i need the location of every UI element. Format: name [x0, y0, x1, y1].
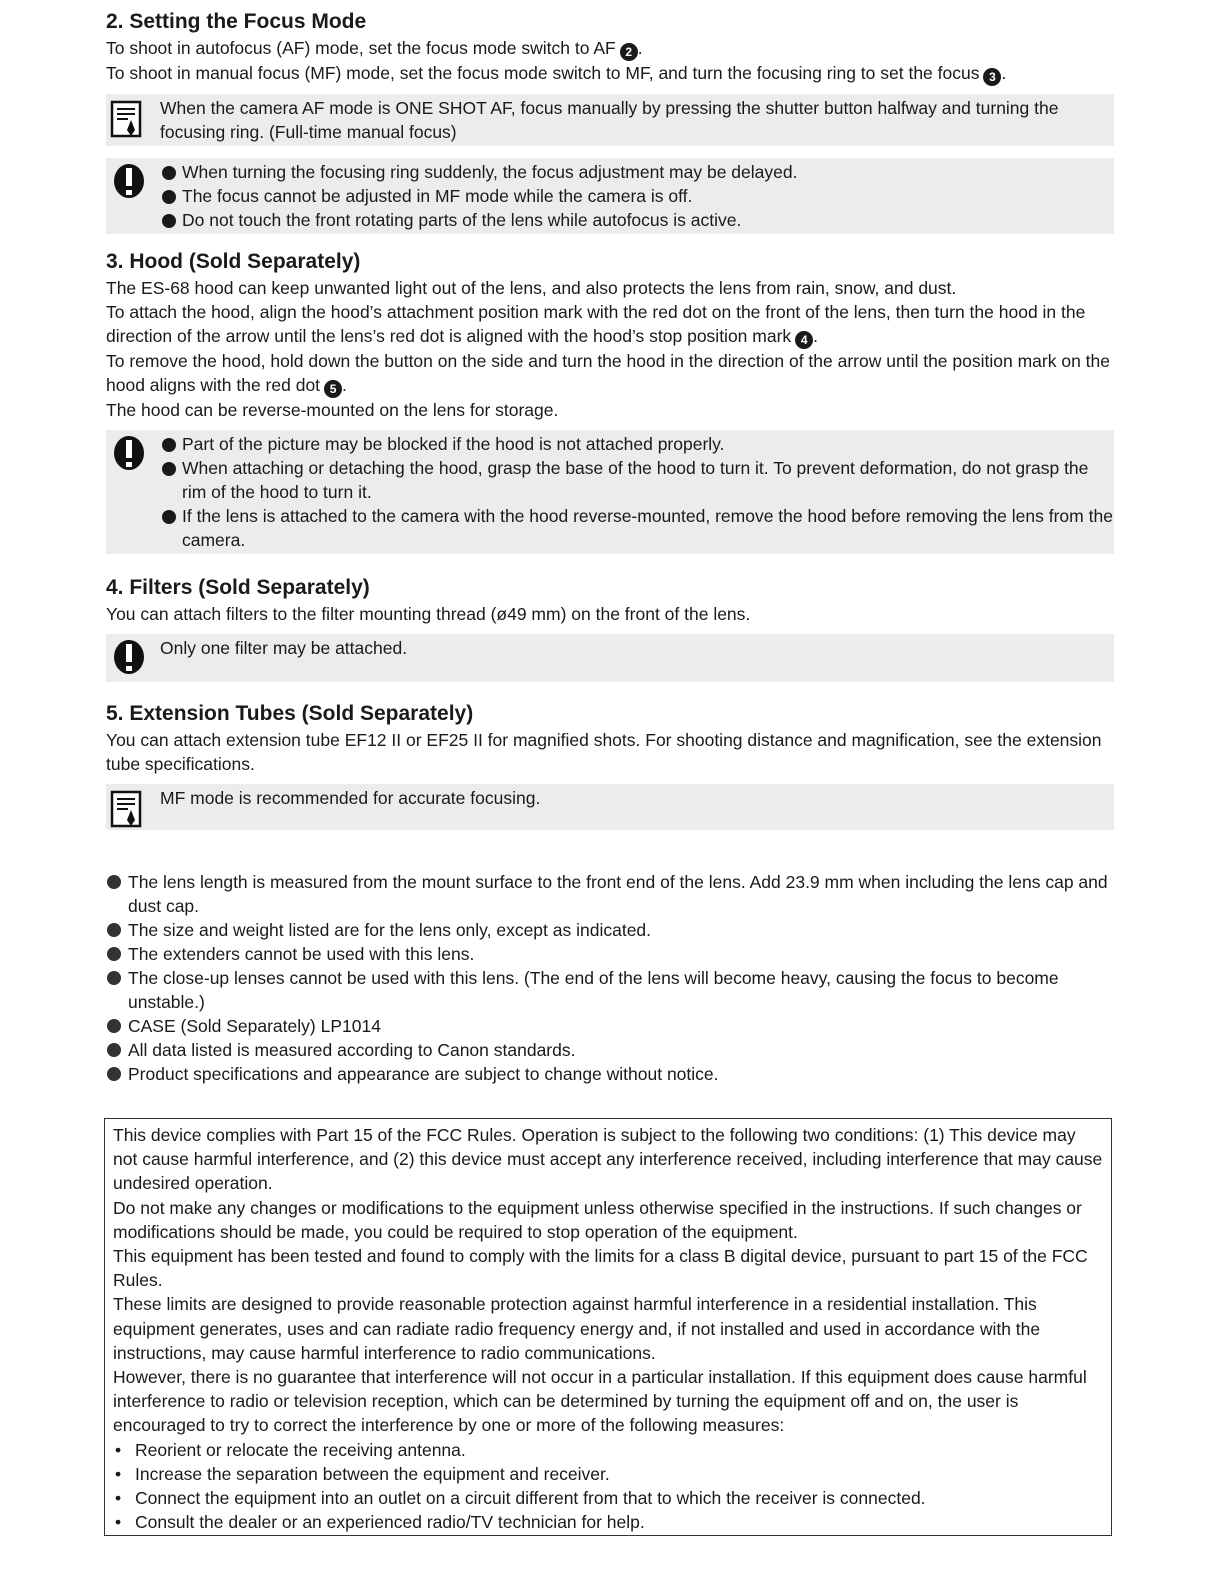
paragraph: You can attach filters to the filter mounting thread (ø49 mm) on the front of the lens.	[106, 604, 751, 624]
step-mark-2: 2	[620, 43, 638, 61]
spec-item: The close-up lenses cannot be used with this lens. (The end of the lens will become heavy, causing the focus to become unstable.)	[106, 966, 1116, 1014]
memo-note	[106, 94, 1114, 146]
caution-item: Do not touch the front rotating parts of the lens while autofocus is active.	[160, 208, 1114, 232]
spec-item: All data listed is measured according to Canon standards.	[106, 1038, 1116, 1062]
step-mark-3: 3	[983, 68, 1001, 86]
paragraph: To attach the hood, align the hood’s attachment position mark with the red dot on the front of the lens, then turn the hood in the direction of the arrow until the lens’s red dot is aligned with the hood’s stop position mark 4 .	[106, 302, 1086, 347]
spec-item: Product specifications and appearance are subject to change without notice.	[106, 1062, 1116, 1086]
fcc-measure: • Increase the separation between the equipment and receiver.	[113, 1462, 1103, 1486]
caution-item: Part of the picture may be blocked if the hood is not attached properly.	[160, 432, 1114, 456]
spec-item: The extenders cannot be used with this lens.	[106, 942, 1116, 966]
fcc-paragraph: However, there is no guarantee that interference will not occur in a particular installation. If this equipment does cause harmful interference to radio or television reception, which can be determined by turning the equipment off and on, the user is encouraged to try to correct the interference by one or more of the following measures:	[113, 1367, 1087, 1436]
fcc-paragraph: Do not make any changes or modifications to the equipment unless otherwise specified in the instructions. If such changes or modifications should be made, you could be required to stop operation of the equipment.	[113, 1197, 1082, 1242]
step-mark-5: 5	[324, 380, 342, 398]
memo-text: MF mode is recommended for accurate focusing.	[160, 788, 541, 808]
fcc-measure: • Reorient or relocate the receiving antenna.	[113, 1438, 1103, 1462]
step-mark-4: 4	[795, 331, 813, 349]
caution-item: If the lens is attached to the camera with the hood reverse-mounted, remove the hood before removing the lens from the camera.	[160, 504, 1114, 552]
section-title-filters: 4. Filters (Sold Separately)	[106, 576, 370, 599]
spec-item: The size and weight listed are for the lens only, except as indicated.	[106, 918, 1116, 942]
fcc-measure: • Consult the dealer or an experienced radio/TV technician for help.	[113, 1510, 1103, 1534]
paragraph: The ES-68 hood can keep unwanted light out of the lens, and also protects the lens from rain, snow, and dust.	[106, 278, 957, 298]
caution-icon	[112, 434, 146, 474]
paragraph: You can attach extension tube EF12 II or EF25 II for magnified shots. For shooting distance and magnification, see the extension tube specifications.	[106, 730, 1102, 774]
fcc-paragraph: This equipment has been tested and found to comply with the limits for a class B digital device, pursuant to part 15 of the FCC Rules.	[113, 1246, 1088, 1291]
section-title-hood: 3. Hood (Sold Separately)	[106, 250, 361, 273]
paragraph: To shoot in manual focus (MF) mode, set the focus mode switch to MF, and turn the focusing ring to set the focus 3 .	[106, 63, 1007, 84]
paragraph: The hood can be reverse-mounted on the lens for storage.	[106, 400, 559, 420]
memo-icon	[110, 100, 144, 140]
caution-item: When turning the focusing ring suddenly, the focus adjustment may be delayed.	[160, 160, 1114, 184]
fcc-measure: • Connect the equipment into an outlet on a circuit different from that to which the receiver is connected.	[113, 1486, 1103, 1510]
section-title-focus-mode: 2. Setting the Focus Mode	[106, 10, 367, 33]
spec-notes	[106, 870, 1116, 1086]
caution-note	[106, 158, 1114, 234]
caution-note	[106, 634, 1114, 682]
fcc-paragraph: These limits are designed to provide reasonable protection against harmful interference in a residential installation. This equipment generates, uses and can radiate radio frequency energy and, if not installed and used in accordance with the instructions, may cause harmful interference to radio communications.	[113, 1294, 1041, 1363]
memo-note	[106, 784, 1114, 830]
section-title-extension-tubes: 5. Extension Tubes (Sold Separately)	[106, 702, 474, 725]
fcc-notice-box	[104, 1118, 1112, 1536]
caution-item: The focus cannot be adjusted in MF mode while the camera is off.	[160, 184, 1114, 208]
spec-item: CASE (Sold Separately) LP1014	[106, 1014, 1116, 1038]
paragraph: To remove the hood, hold down the button on the side and turn the hood in the direction of the arrow until the position mark on the hood aligns with the red dot 5 .	[106, 351, 1110, 396]
caution-icon	[112, 638, 146, 678]
caution-item: When attaching or detaching the hood, grasp the base of the hood to turn it. To prevent deformation, do not grasp the rim of the hood to turn it.	[160, 456, 1114, 504]
fcc-paragraph: This device complies with Part 15 of the FCC Rules. Operation is subject to the following two conditions: (1) This device may not cause harmful interference, and (2) this device must accept any interference received, including interference that may cause undesired operation.	[113, 1125, 1103, 1194]
caution-icon	[112, 162, 146, 202]
memo-icon	[110, 790, 144, 830]
paragraph: To shoot in autofocus (AF) mode, set the focus mode switch to AF 2 .	[106, 38, 643, 59]
caution-text: Only one filter may be attached.	[160, 638, 408, 658]
memo-text: When the camera AF mode is ONE SHOT AF, focus manually by pressing the shutter button halfway and turning the focusing ring. (Full-time manual focus)	[160, 98, 1059, 142]
spec-item: The lens length is measured from the mount surface to the front end of the lens. Add 23.9 mm when including the lens cap and dust cap.	[106, 870, 1116, 918]
manual-page	[106, 8, 1114, 830]
caution-note	[106, 430, 1114, 554]
